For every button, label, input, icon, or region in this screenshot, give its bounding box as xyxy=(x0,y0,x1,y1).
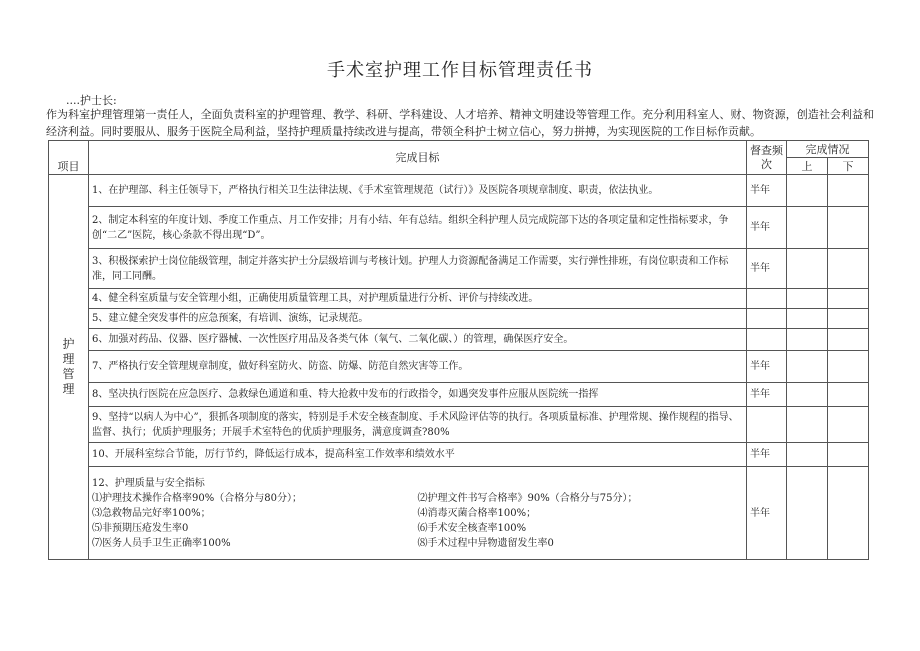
metric-item: ⑹手术安全核查率100% xyxy=(417,522,527,534)
metric-item: ⑻手术过程中异物遗留发生率0 xyxy=(417,537,554,549)
frequency-cell xyxy=(747,309,787,329)
status-first-cell xyxy=(787,207,828,249)
category-char: 理 xyxy=(62,382,75,396)
metrics-list xyxy=(92,491,743,551)
metric-item: ⑷消毒灭菌合格率100%； xyxy=(417,507,537,519)
intro-paragraph: 作为科室护理管理第一责任人，全面负责科室的护理管理、教学、科研、学科建设、人才培养、精神文明建设等管理工作。充分利用科室人、财、物资源，创造社会利益和经济利益。同时要服从、服务于医院全局利益，坚持护理质量持续改进与提高，带领全科护士树立信心，努力拼搏，为实现医院的工作目标作贡献。 xyxy=(46,108,874,138)
goal-cell: 7、严格执行安全管理规章制度，做好科室防火、防盗、防爆、防范自然灾害等工作。 xyxy=(89,351,747,383)
category-cell xyxy=(49,175,89,560)
metric-item: ⑶急救物品完好率100%； xyxy=(92,507,211,519)
metric-item: ⑸非预期压疮发生率0 xyxy=(92,522,189,534)
status-second-cell xyxy=(828,351,869,383)
frequency-cell xyxy=(747,289,787,309)
status-second-cell xyxy=(828,383,869,407)
header-goal: 完成目标 xyxy=(89,141,747,175)
frequency-cell: 半年 xyxy=(747,443,787,467)
metrics-title: 12、护理质量与安全指标 xyxy=(92,477,205,489)
frequency-cell: 半年 xyxy=(747,351,787,383)
status-first-cell xyxy=(787,443,828,467)
frequency-cell: 半年 xyxy=(747,175,787,207)
status-second-cell xyxy=(828,289,869,309)
header-status: 完成情况 xyxy=(787,141,869,158)
category-char: 理 xyxy=(62,352,75,366)
goal-cell: 3、积极探索护士岗位能级管理，制定并落实护士分层级培训与考核计划。护理人力资源配备满足工作需要，实行弹性排班，有岗位职责和工作标准，同工同酬。 xyxy=(89,249,747,289)
metric-item: ⑴护理技术操作合格率90%（合格分与80分）； xyxy=(92,492,302,504)
status-first-cell xyxy=(787,467,828,560)
frequency-cell: 半年 xyxy=(747,249,787,289)
frequency-cell xyxy=(747,407,787,443)
goal-cell: 6、加强对药品、仪器、医疗器械、一次性医疗用品及各类气体（氧气、二氧化碳、）的管理，确保医疗安全。 xyxy=(89,329,747,351)
metrics-cell xyxy=(89,467,747,560)
goal-cell: 4、健全科室质量与安全管理小组，正确使用质量管理工具，对护理质量进行分析、评价与持续改进。 xyxy=(89,289,747,309)
responsibility-table xyxy=(48,140,869,560)
addressee-line: ....护士长: xyxy=(66,94,117,107)
status-first-cell xyxy=(787,309,828,329)
metric-item: ⑺医务人员手卫生正确率100% xyxy=(92,537,231,549)
status-second-cell xyxy=(828,309,869,329)
status-second-cell xyxy=(828,175,869,207)
status-first-cell xyxy=(787,249,828,289)
category-char: 管 xyxy=(62,367,75,381)
goal-cell: 1、在护理部、科主任领导下，严格执行相关卫生法律法规、《手术室管理规范（试行）》及医院各项规章制度、职责，依法执业。 xyxy=(89,175,747,207)
frequency-cell: 半年 xyxy=(747,207,787,249)
status-first-cell xyxy=(787,175,828,207)
status-first-cell xyxy=(787,351,828,383)
status-second-cell xyxy=(828,443,869,467)
status-second-cell xyxy=(828,407,869,443)
goal-cell: 5、建立健全突发事件的应急预案，有培训、演练，记录规范。 xyxy=(89,309,747,329)
status-second-cell xyxy=(828,329,869,351)
frequency-cell: 半年 xyxy=(747,467,787,560)
goal-cell: 10、开展科室综合节能，厉行节约，降低运行成本，提高科室工作效率和绩效水平 xyxy=(89,443,747,467)
metric-item: ⑵护理文件书写合格率》90%（合格分与75分）； xyxy=(417,492,638,504)
header-second-half: 下 xyxy=(828,158,869,175)
goal-cell: 9、坚持“以病人为中心”，狠抓各项制度的落实，特别是手术安全核查制度、手术风险评估等的执行。各项质量标准、护理常规、操作规程的指导、监督、执行；优质护理服务；开展手术室特色的优质护理服务，满意度调查?80% xyxy=(89,407,747,443)
goal-cell: 2、制定本科室的年度计划、季度工作重点、月工作安排；月有小结、年有总结。组织全科护理人员完成院部下达的各项定量和定性指标要求，争创“二乙”医院，核心条款不得出现“D”。 xyxy=(89,207,747,249)
status-first-cell xyxy=(787,289,828,309)
status-first-cell xyxy=(787,329,828,351)
header-frequency: 督查频次 xyxy=(747,141,787,175)
category-char: 护 xyxy=(62,337,75,351)
status-second-cell xyxy=(828,207,869,249)
header-first-half: 上 xyxy=(787,158,828,175)
goal-cell: 8、坚决执行医院在应急医疗、急救绿色通道和重、特大抢救中发布的行政指令，如遇突发事件应服从医院统一指挥 xyxy=(89,383,747,407)
status-first-cell xyxy=(787,407,828,443)
status-second-cell xyxy=(828,467,869,560)
document-title: 手术室护理工作目标管理责任书 xyxy=(327,60,593,81)
frequency-cell: 半年 xyxy=(747,383,787,407)
header-item: 项目 xyxy=(49,141,89,175)
status-first-cell xyxy=(787,383,828,407)
frequency-cell xyxy=(747,329,787,351)
status-second-cell xyxy=(828,249,869,289)
